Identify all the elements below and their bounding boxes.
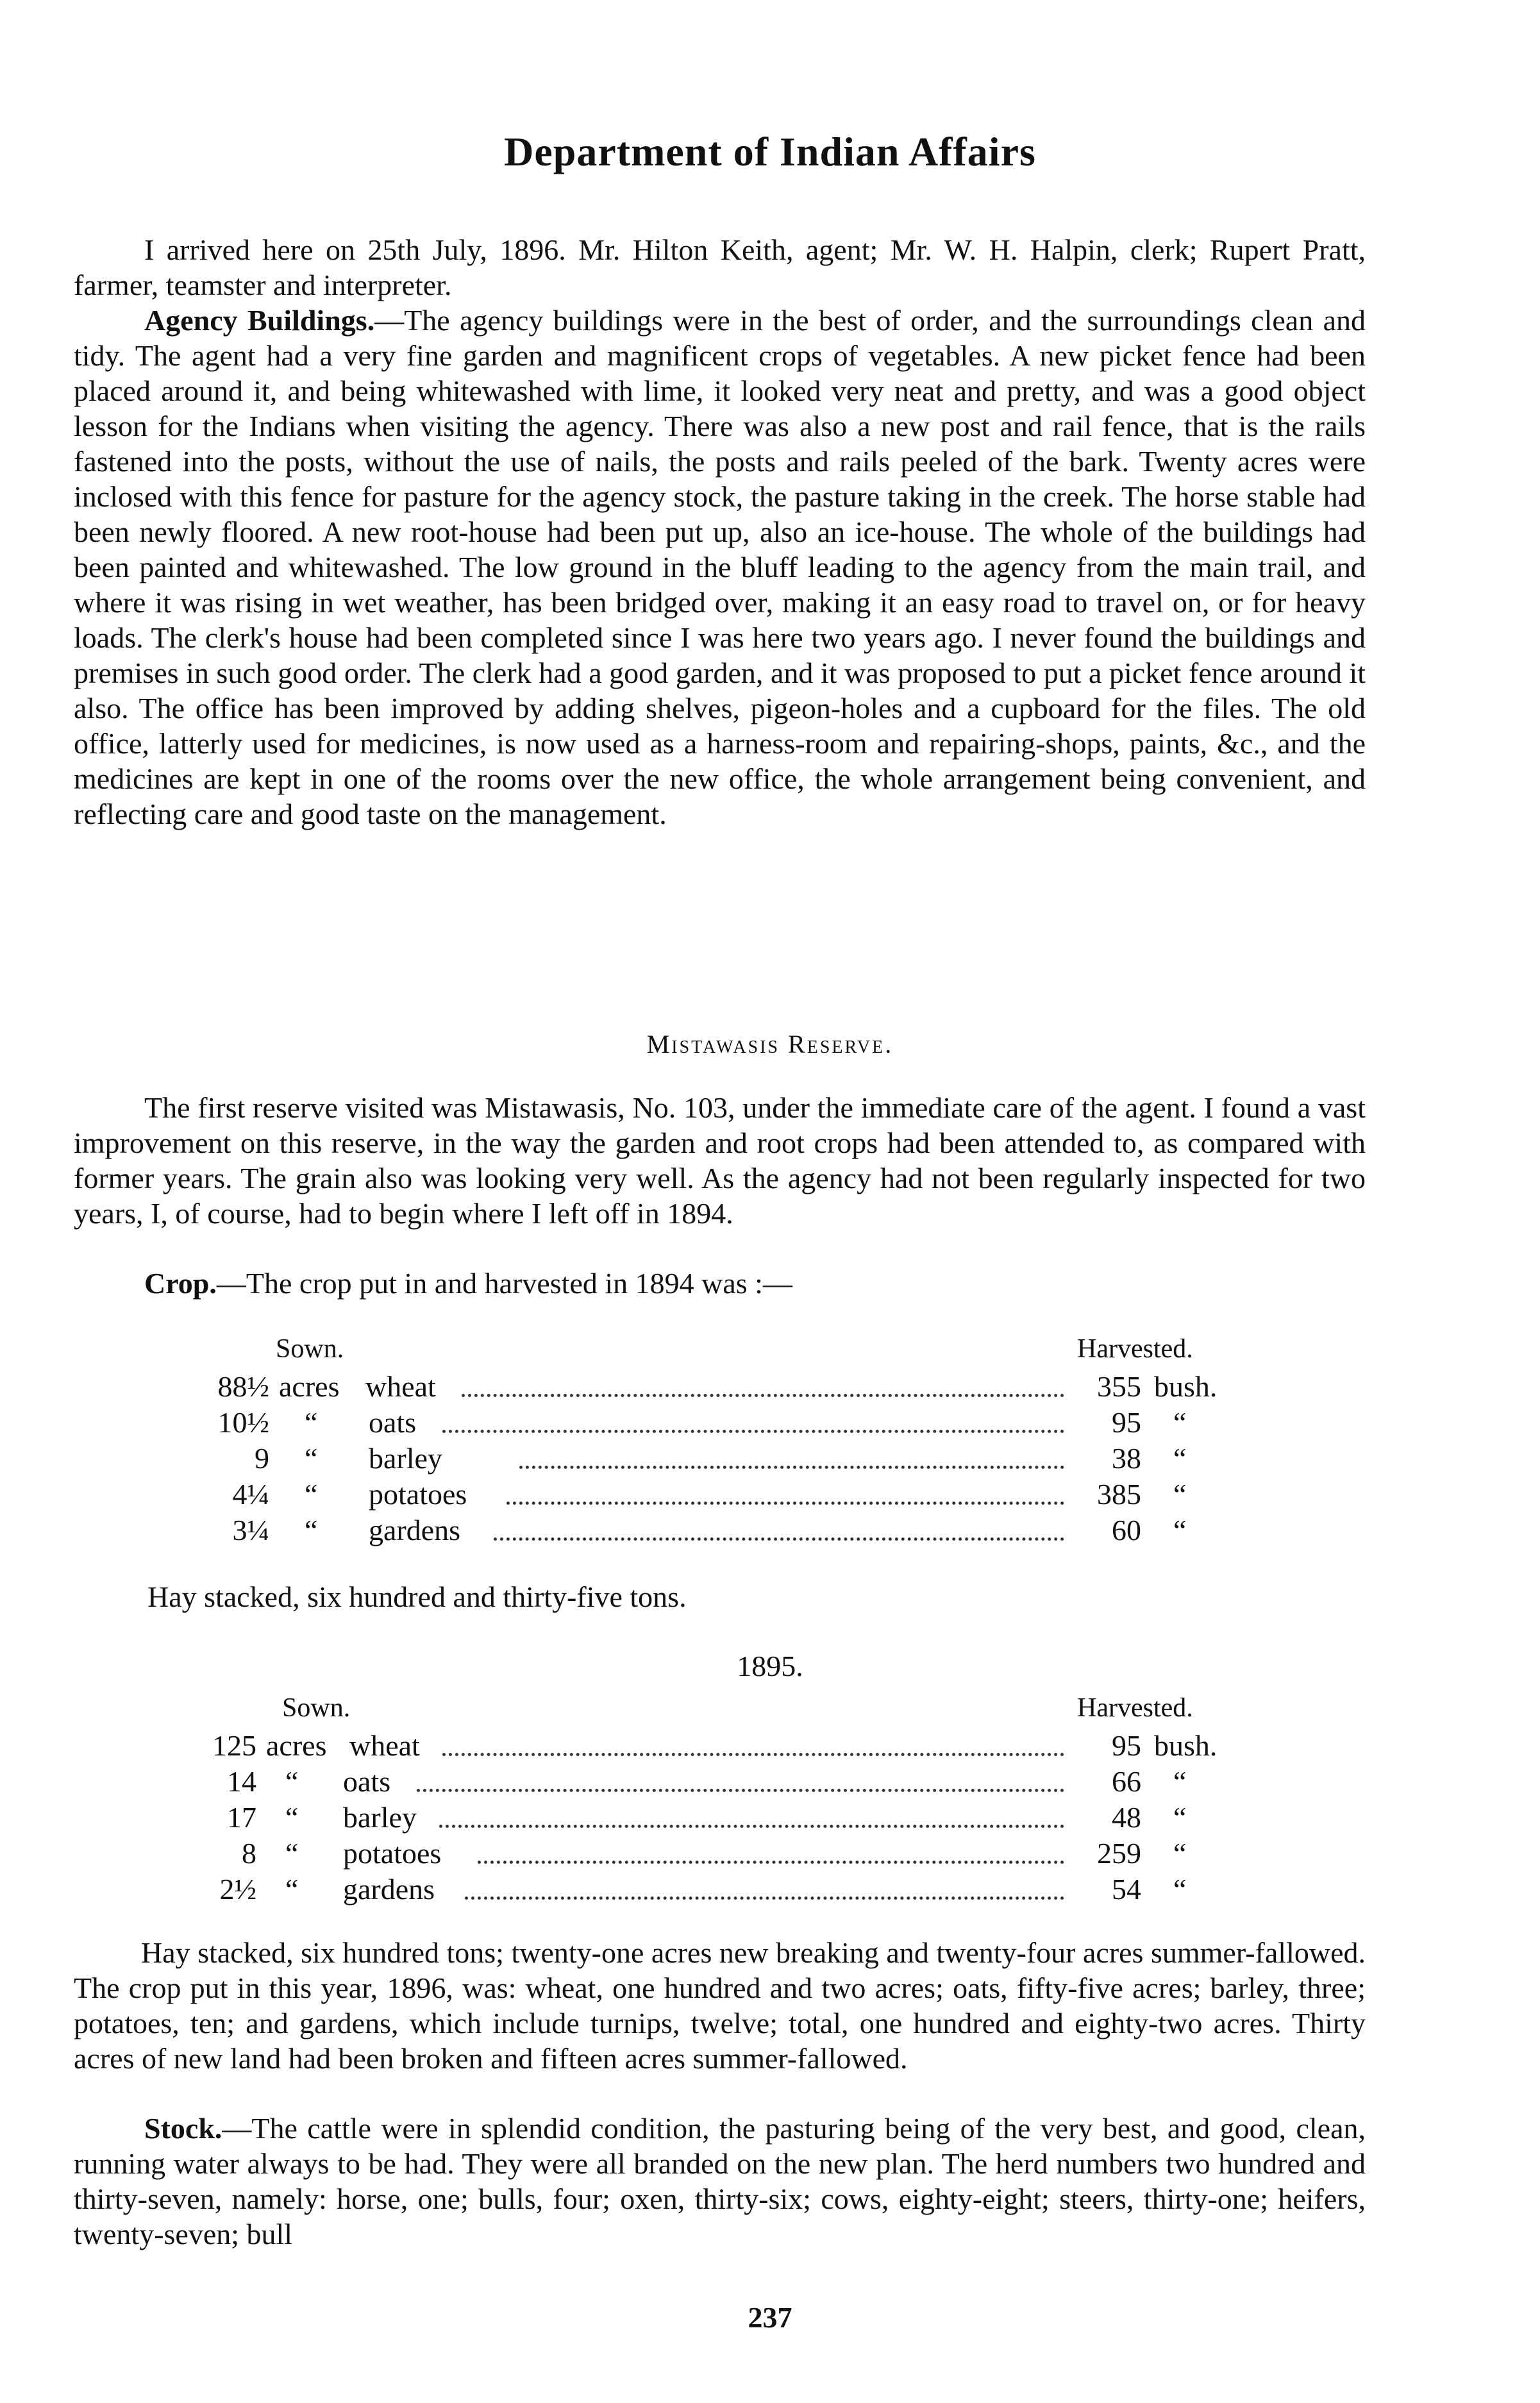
stock-paragraph — [74, 2111, 1366, 2252]
crop-text: —The crop put in and harvested in 1894 was :— — [216, 1267, 792, 1300]
harvested-unit: “ — [1173, 1801, 1187, 1834]
crop-name: oats — [343, 1765, 391, 1798]
sown-header: Sown. — [276, 1334, 344, 1364]
crop-name: oats — [369, 1406, 417, 1439]
reserve-section-title: Mistawasis Reserve. — [646, 1030, 894, 1059]
sown-unit: “ — [305, 1406, 318, 1439]
reserve-text: The first reserve visited was Mistawasis, No. 103, under the immediate care of the agent. I found a vast improvement on this reserve, in the way the garden and root crops had been attended to, as compared with former years. The grain also was looking very well. As the agency had not been regularly inspected for two years, I, of course, had to begin where I left off in 1894. — [74, 1091, 1366, 1230]
agency-buildings-lead: Agency Buildings. — [144, 304, 375, 337]
reserve-paragraph — [74, 1090, 1366, 1231]
harvested-unit: “ — [1173, 1873, 1187, 1905]
sown-unit: “ — [305, 1442, 318, 1475]
harvested-amount: 95 — [1112, 1729, 1141, 1762]
page-number: 237 — [748, 2301, 792, 2334]
leader-dots — [417, 1789, 1064, 1792]
harvested-unit: “ — [1173, 1514, 1187, 1546]
sown-quantity: 88½ — [217, 1370, 269, 1403]
hay-1894-text: Hay stacked, six hundred and thirty-five tons. — [147, 1580, 687, 1613]
table-row — [0, 1477, 1540, 1513]
table-row — [0, 1729, 1540, 1764]
crop-name: potatoes — [343, 1837, 442, 1870]
table-row — [0, 1405, 1540, 1441]
sown-unit: acres — [279, 1370, 340, 1403]
sown-unit: acres — [266, 1729, 327, 1762]
harvested-unit: “ — [1173, 1478, 1187, 1511]
table-row — [0, 1369, 1540, 1405]
sown-unit: “ — [285, 1765, 299, 1798]
crop-name: gardens — [369, 1514, 461, 1546]
sown-unit: “ — [285, 1837, 299, 1870]
sown-quantity: 125 — [212, 1729, 256, 1762]
agency-buildings-text: —The agency buildings were in the best of order, and the surroundings clean and tidy. The agent had a very fine garden and magnificent crops of vegetables. A new picket fence had been placed around it, and being whitewashed with lime, it looked very neat and pretty, and was a good object lesson for the Indians when visiting the agency. There was also a new post and rail fence, that is the rails fastened into the posts, without the use of nails, the posts and rails peeled of the bark. Twenty acres were inclosed with this fence for pasture for the agency stock, the pasture taking in the creek. The horse stable had been newly floored. A new root-house had been put up, also an ice-house. The whole of the buildings had been painted and whitewashed. The low ground in the bluff leading to the agency from the main trail, and where it was rising in wet weather, has been bridged over, making it an easy road to travel on, or for heavy loads. The clerk's house had been completed since I was here two years ago. I never found the buildings and premises in such good order. The clerk had a good garden, and it was proposed to put a picket fence around it also. The office has been improved by adding shelves, pigeon-holes and a cupboard for the files. The old office, latterly used for medicines, is now used as a harness-room and repairing-shops, paints, &c., and the medicines are kept in one of the rooms over the new office, the whole arrangement being convenient, and reflecting care and good taste on the management. — [74, 304, 1366, 830]
leader-dots — [506, 1502, 1064, 1505]
stock-lead: Stock. — [144, 2112, 222, 2145]
sown-header: Sown. — [282, 1693, 351, 1723]
harvested-header: Harvested. — [1077, 1334, 1193, 1364]
sown-quantity: 10½ — [217, 1406, 269, 1439]
sown-quantity: 9 — [255, 1442, 269, 1475]
intro-text: I arrived here on 25th July, 1896. Mr. Hilton Keith, agent; Mr. W. H. Halpin, clerk; Rupert Pratt, farmer, teamster and interpreter. — [74, 233, 1366, 301]
harvested-unit: bush. — [1154, 1729, 1218, 1762]
leader-dots — [478, 1861, 1064, 1864]
hay-1895-text: Hay stacked, six hundred tons; twenty-one acres new breaking and twenty-four acres summer-fallowed. The crop put in this year, 1896, was: wheat, one hundred and two acres; oats, fifty-five acres; barley, three; potatoes, ten; and gardens, which include turnips, twelve; total, one hundred and eighty-two acres. Thirty acres of new land had been broken and fifteen acres summer-fallowed. — [74, 1936, 1366, 2075]
table-row — [0, 1800, 1540, 1836]
sown-unit: “ — [305, 1514, 318, 1546]
crop-name: barley — [343, 1801, 417, 1834]
crop-name: gardens — [343, 1873, 435, 1905]
leader-dots — [439, 1825, 1064, 1828]
crop-name: barley — [369, 1442, 442, 1475]
crop-lead: Crop. — [144, 1267, 217, 1300]
sown-quantity: 4¼ — [232, 1478, 269, 1511]
harvested-amount: 54 — [1112, 1873, 1141, 1905]
leader-dots — [465, 1896, 1064, 1900]
intro-paragraph — [74, 232, 1366, 303]
harvested-unit: “ — [1173, 1442, 1187, 1475]
table-row — [0, 1441, 1540, 1477]
harvested-unit: bush. — [1154, 1370, 1218, 1403]
leader-dots — [442, 1430, 1064, 1433]
sown-quantity: 14 — [227, 1765, 256, 1798]
harvested-header: Harvested. — [1077, 1693, 1193, 1723]
table-row — [0, 1872, 1540, 1908]
harvested-amount: 259 — [1097, 1837, 1141, 1870]
harvested-amount: 38 — [1112, 1442, 1141, 1475]
table-row — [0, 1513, 1540, 1549]
sown-unit: “ — [305, 1478, 318, 1511]
sown-quantity: 17 — [227, 1801, 256, 1834]
table-row — [0, 1836, 1540, 1872]
agency-buildings-paragraph — [74, 303, 1366, 832]
sown-unit: “ — [285, 1873, 299, 1905]
harvested-amount: 60 — [1112, 1514, 1141, 1546]
leader-dots — [494, 1537, 1064, 1541]
harvested-amount: 48 — [1112, 1801, 1141, 1834]
harvested-amount: 95 — [1112, 1406, 1141, 1439]
leader-dots — [519, 1466, 1064, 1469]
leader-dots — [442, 1753, 1064, 1756]
crop-name: wheat — [349, 1729, 420, 1762]
sown-quantity: 3¼ — [232, 1514, 269, 1546]
page-heading: Department of Indian Affairs — [504, 129, 1036, 174]
harvested-unit: “ — [1173, 1765, 1187, 1798]
harvested-amount: 355 — [1097, 1370, 1141, 1403]
harvested-unit: “ — [1173, 1406, 1187, 1439]
hay-1895-paragraph — [74, 1935, 1366, 2076]
leader-dots — [462, 1394, 1064, 1397]
harvested-amount: 66 — [1112, 1765, 1141, 1798]
table-row — [0, 1764, 1540, 1800]
stock-text: —The cattle were in splendid condition, the pasturing being of the very best, and good, clean, running water always to be had. They were all branded on the new plan. The herd numbers two hundred and thirty-seven, namely: horse, one; bulls, four; oxen, thirty-six; cows, eighty-eight; steers, thirty-one; heifers, twenty-seven; bull — [74, 2112, 1366, 2250]
sown-quantity: 8 — [242, 1837, 256, 1870]
sown-unit: “ — [285, 1801, 299, 1834]
harvested-unit: “ — [1173, 1837, 1187, 1870]
harvested-amount: 385 — [1097, 1478, 1141, 1511]
crop-name: potatoes — [369, 1478, 467, 1511]
crop-name: wheat — [365, 1370, 436, 1403]
year-heading-1895: 1895. — [737, 1650, 803, 1682]
sown-quantity: 2½ — [219, 1873, 256, 1905]
crop-paragraph — [74, 1266, 1366, 1301]
